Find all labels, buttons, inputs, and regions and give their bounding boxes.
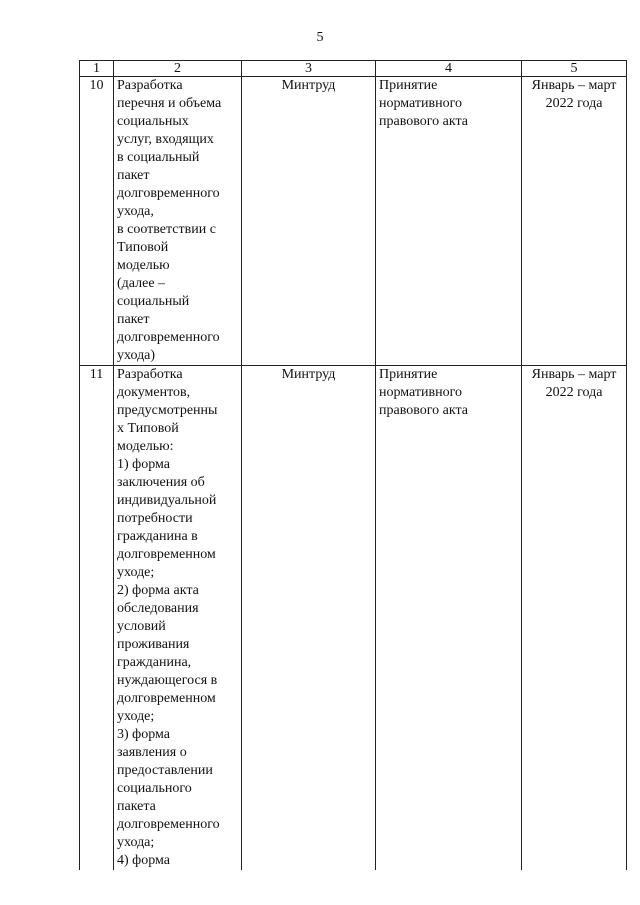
row-deadline: Январь – март 2022 года	[522, 366, 627, 871]
row-number: 10	[80, 77, 114, 366]
row-result: Принятие нормативного правового акта	[376, 366, 522, 871]
table-row	[80, 77, 627, 366]
header-col-5: 5	[522, 61, 627, 77]
row-task: Разработка перечня и объема социальных услуг, входящих в социальный пакет долговременного ухода, в соответствии с Типовой моделью (далее – социальный пакет долговременного ухода)	[114, 77, 242, 366]
table-header-row	[80, 61, 627, 77]
plan-table	[79, 60, 627, 870]
row-task: Разработка документов, предусмотренны х Типовой моделью: 1) форма заключения об индивидуальной потребности гражданина в долговременном уходе; 2) форма акта обследования условий проживания гражданина, нуждающегося в долговременном уходе; 3) форма заявления о предоставлении социального пакета долговременного ухода; 4) форма	[114, 366, 242, 871]
page-number: 5	[316, 30, 324, 45]
header-col-4: 4	[376, 61, 522, 77]
header-col-3: 3	[242, 61, 376, 77]
header-col-2: 2	[114, 61, 242, 77]
row-result: Принятие нормативного правового акта	[376, 77, 522, 366]
row-executor: Минтруд	[242, 366, 376, 871]
table-row	[80, 366, 627, 871]
header-col-1: 1	[80, 61, 114, 77]
row-executor: Минтруд	[242, 77, 376, 366]
row-deadline: Январь – март 2022 года	[522, 77, 627, 366]
row-number: 11	[80, 366, 114, 871]
